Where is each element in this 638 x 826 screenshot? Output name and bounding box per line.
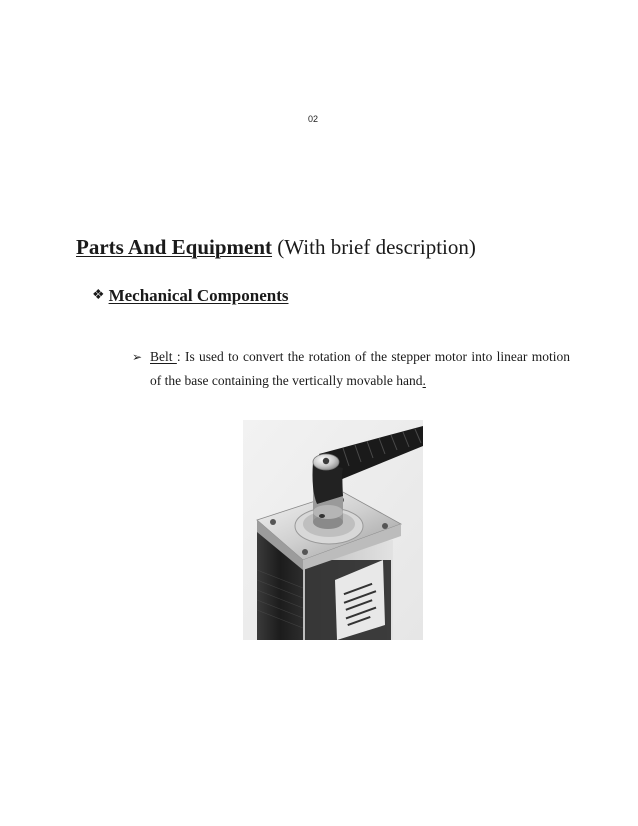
list-item [132, 345, 570, 393]
page-number: 02 [307, 114, 318, 124]
item-description: Is used to convert the rotation of the stepper motor into linear motion of the base containing the vertically movable hand [150, 349, 570, 388]
section-label: Mechanical Components [108, 286, 289, 305]
heading-title: Parts And Equipment [76, 235, 273, 259]
section-heading [92, 285, 288, 307]
item-end-mark: . [422, 373, 426, 388]
stepper-motor-photo [243, 420, 423, 640]
item-term: Belt [150, 349, 177, 364]
item-separator: : [176, 349, 185, 364]
list-item-text [150, 345, 570, 393]
page-heading [76, 234, 476, 260]
diamond-bullet-icon: ❖ [92, 288, 105, 303]
heading-subtitle: (With brief description) [277, 235, 476, 259]
arrowhead-bullet-icon: ➢ [132, 350, 143, 364]
